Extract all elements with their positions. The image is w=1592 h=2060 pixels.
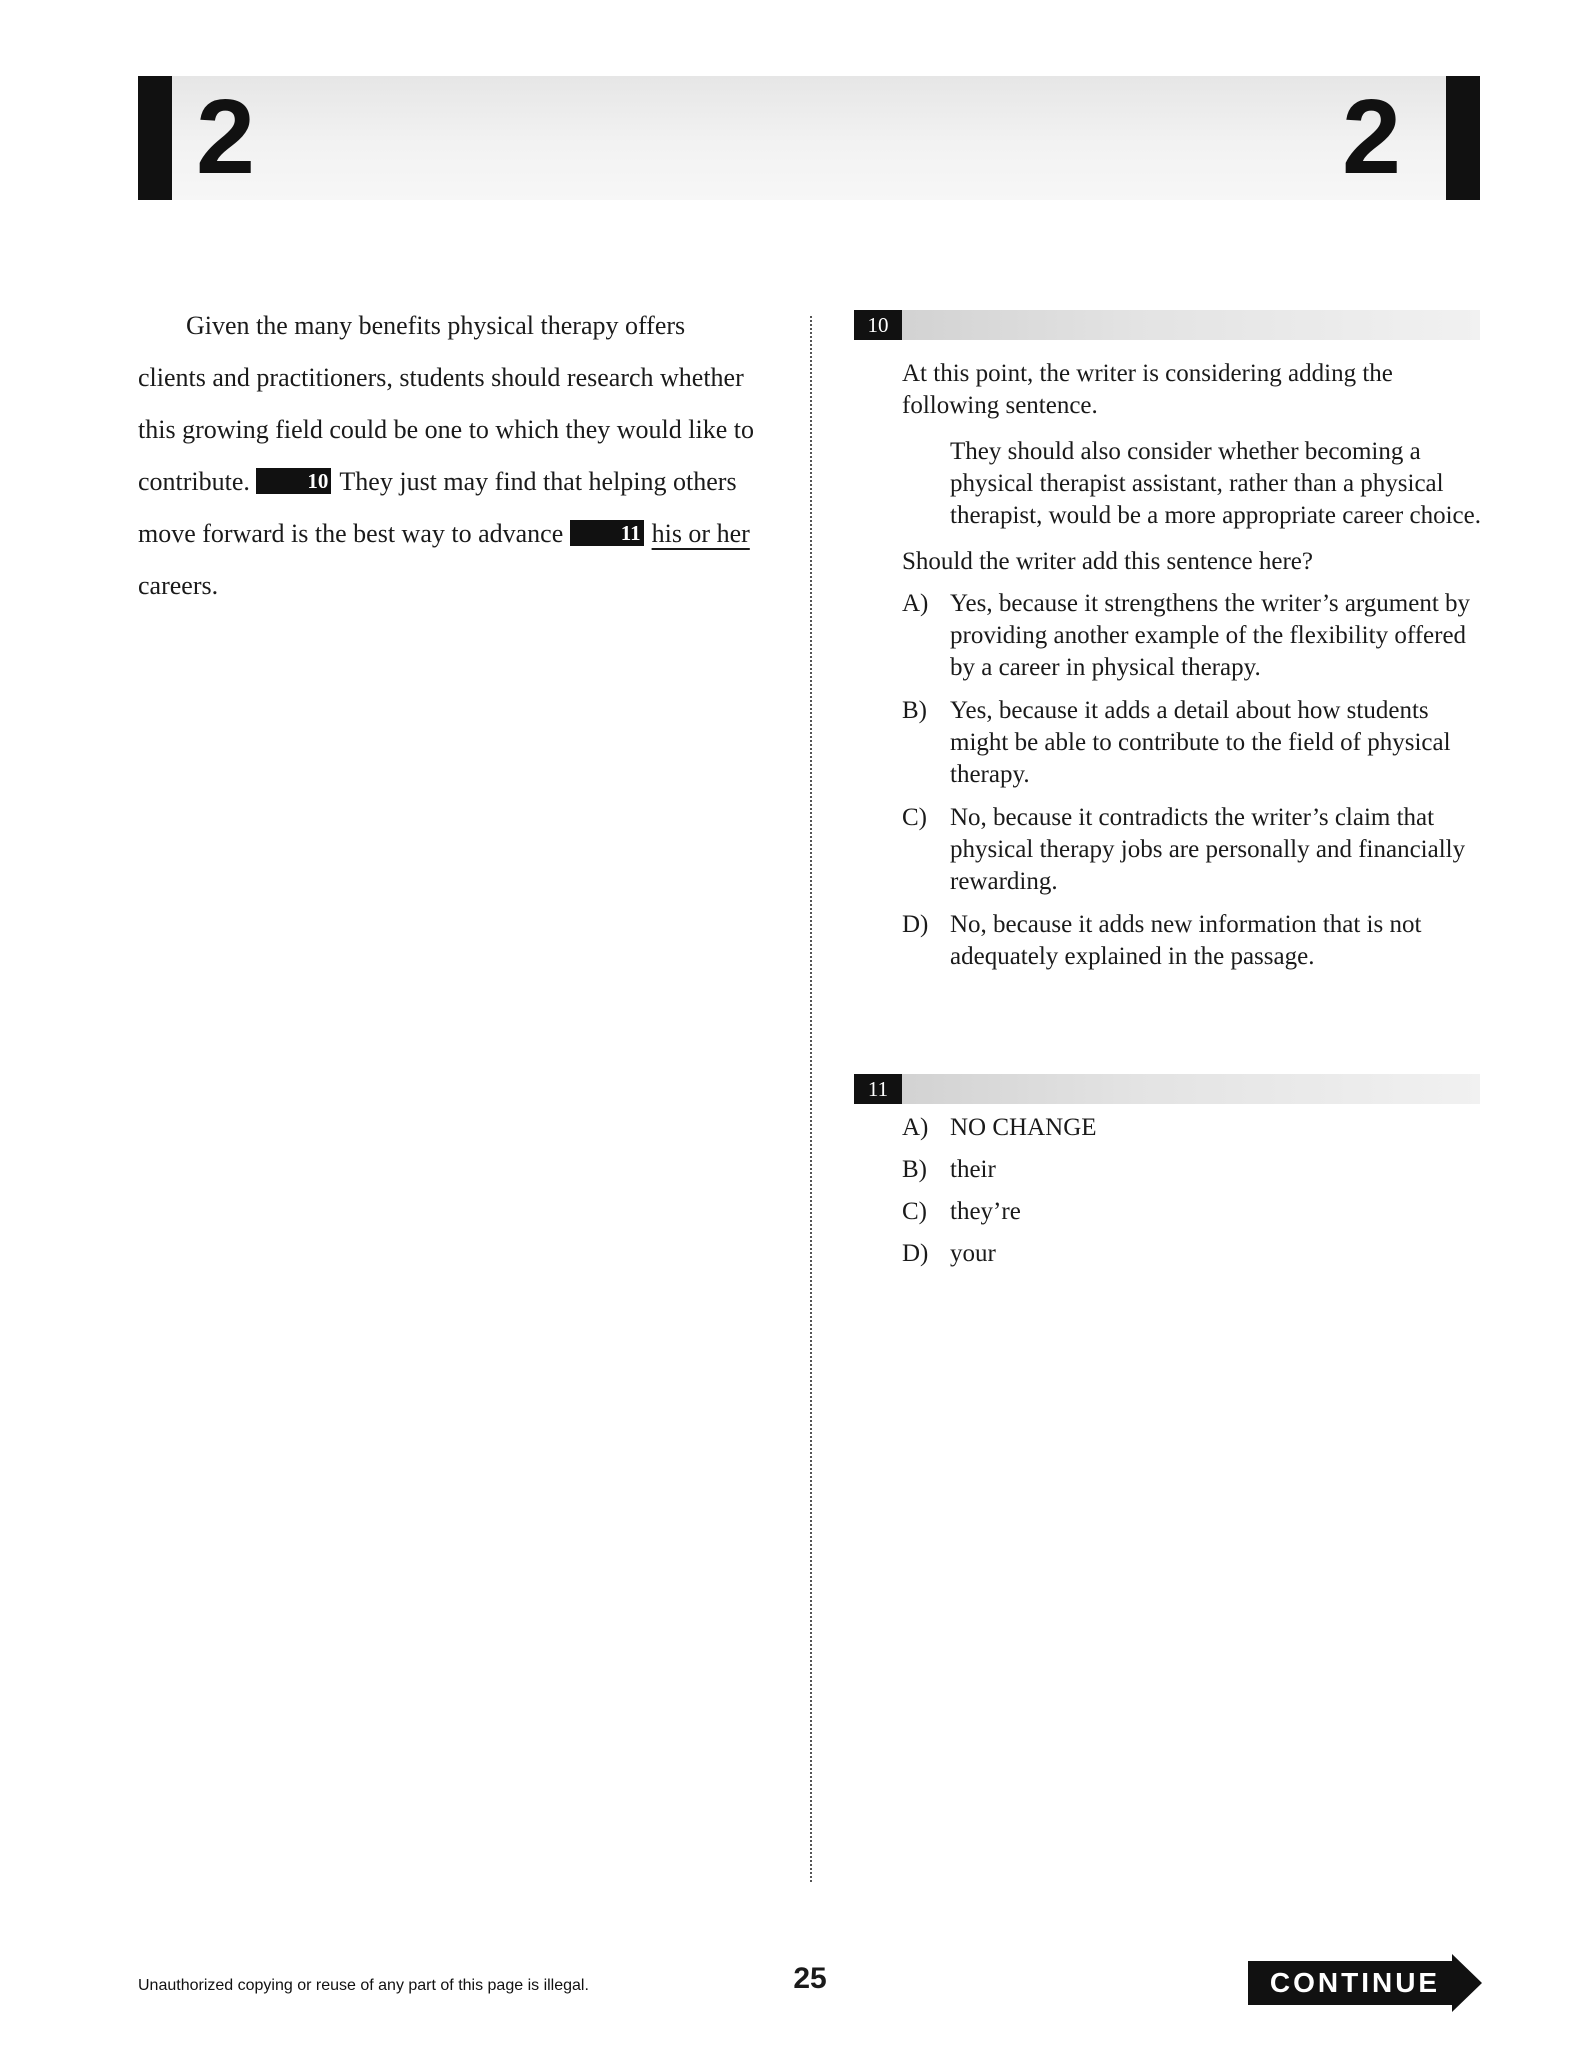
passage-text-3: careers.: [138, 571, 219, 600]
choice-10-b[interactable]: [902, 695, 1484, 791]
choice-10-d[interactable]: [902, 909, 1484, 973]
choice-text: their: [950, 1156, 996, 1183]
passage: [138, 300, 758, 612]
choice-text: Yes, because it adds a detail about how students might be able to contribute to the field of physical therapy.: [950, 697, 1451, 788]
continue-label: CONTINUE: [1269, 1967, 1441, 1998]
choice-letter: B): [902, 1156, 927, 1183]
choice-11-b[interactable]: [902, 1154, 1484, 1186]
section-header-band: [138, 76, 1480, 200]
question-marker-11[interactable]: 11: [570, 520, 644, 546]
section-number-left: 2: [196, 78, 255, 196]
question-marker-10[interactable]: 10: [256, 468, 331, 494]
underlined-phrase: his or her: [651, 519, 750, 548]
choice-10-a[interactable]: [902, 588, 1484, 684]
choice-letter: B): [902, 697, 927, 724]
question-11-header: [854, 1074, 1480, 1104]
question-11-choices: [902, 1112, 1484, 1270]
copyright-notice: Unauthorized copying or reuse of any part of this page is illegal.: [138, 1977, 589, 1994]
choice-11-d[interactable]: [902, 1238, 1484, 1270]
question-10: [902, 358, 1484, 984]
question-10-choices: [902, 588, 1484, 973]
choice-letter: C): [902, 804, 927, 831]
choice-letter: A): [902, 590, 929, 617]
choice-text: NO CHANGE: [950, 1114, 1097, 1141]
choice-text: No, because it contradicts the writer’s claim that physical therapy jobs are personally and financially rewarding.: [950, 804, 1466, 895]
choice-text: your: [950, 1240, 996, 1267]
question-10-prompt: Should the writer add this sentence here?: [902, 548, 1313, 575]
choice-11-a[interactable]: [902, 1112, 1484, 1144]
choice-letter: C): [902, 1198, 927, 1225]
choice-letter: A): [902, 1114, 929, 1141]
section-number-right: 2: [1342, 78, 1401, 196]
column-divider: [810, 316, 812, 1882]
choice-letter: D): [902, 1240, 929, 1267]
question-10-stem: At this point, the writer is considering adding the following sentence.: [902, 360, 1393, 419]
choice-11-c[interactable]: [902, 1196, 1484, 1228]
section-bar-right: [1446, 76, 1480, 200]
choice-10-c[interactable]: [902, 802, 1484, 898]
question-10-quote: They should also consider whether becoming a physical therapist assistant, rather than a physical therapist, would be a more appropriate career choice.: [950, 438, 1481, 529]
choice-text: Yes, because it strengthens the writer’s argument by providing another example of the flexibility offered by a career in physical therapy.: [950, 590, 1471, 681]
question-10-header: [854, 310, 1480, 340]
passage-text-1: Given the many benefits physical therapy offers clients and practitioners, students should research whether this growing field could be one to which they would like to contribute.: [138, 311, 754, 496]
choice-text: No, because it adds new information that is not adequately explained in the passage.: [950, 911, 1422, 970]
choice-text: they’re: [950, 1198, 1021, 1225]
choice-letter: D): [902, 911, 929, 938]
continue-button[interactable]: [1248, 1954, 1482, 2012]
page-number: 25: [793, 1962, 827, 1995]
question-11: [902, 1112, 1484, 1280]
question-10-number: 10: [854, 310, 902, 340]
passage-paragraph: [138, 300, 758, 612]
question-11-number: 11: [854, 1074, 902, 1104]
section-bar-left: [138, 76, 172, 200]
passage-text-2: They just may find that helping others move forward is the best way to advance: [138, 467, 737, 548]
